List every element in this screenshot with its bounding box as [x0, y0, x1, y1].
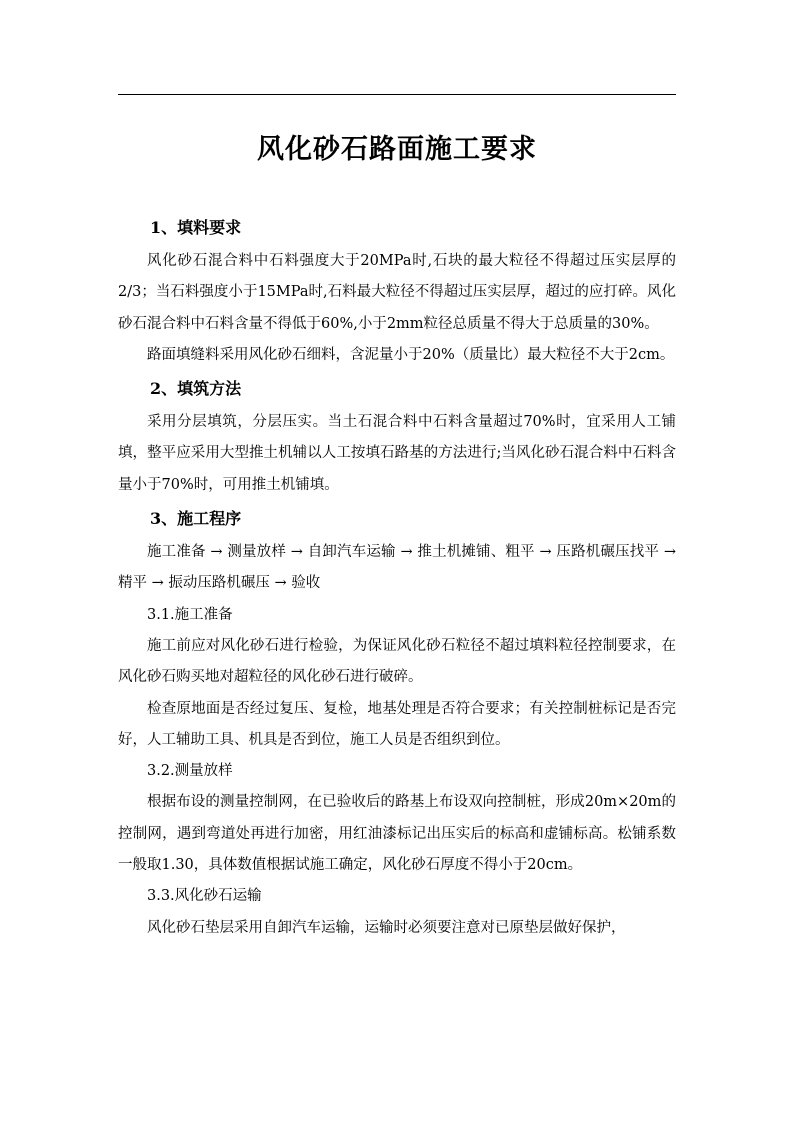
paragraph-preparation-check: 检查原地面是否经过复压、复检，地基处理是否符合要求；有关控制桩标记是否完好，人工辅助工具、机具是否到位，施工人员是否组织到位。: [118, 700, 676, 748]
document-body: [118, 210, 676, 944]
paragraph-preparation-inspection: 施工前应对风化砂石进行检验，为保证风化砂石粒径不超过填料粒径控制要求，在风化砂石购买地对超粒径的风化砂石进行破碎。: [118, 637, 676, 686]
document-title: 风化砂石路面施工要求: [257, 134, 537, 165]
paragraph-filling-method: 采用分层填筑，分层压实。当土石混合料中石料含量超过70%时，宜采用人工铺填，整平应采用大型推土机辅以人工按填石路基的方法进行;当风化砂石混合料中石料含量小于70%时，可用推土机铺填。: [118, 414, 676, 493]
paragraph-survey: 根据布设的测量控制网，在已验收后的路基上布设双向控制桩，形成20m×20m的控制网，遇到弯道处再进行加密，用红油漆标记出压实后的标高和虚铺标高。松铺系数一般取1.30，具体数值根据试施工确定，风化砂石厚度不得小于20cm。: [118, 794, 676, 874]
section-heading-fill-material: 1、填料要求: [150, 218, 242, 237]
subsection-heading-survey: 3.2.测量放样: [147, 763, 233, 780]
section-heading-filling-method: 2、填筑方法: [150, 379, 242, 399]
section-heading-construction-procedure: 3、施工程序: [150, 509, 242, 529]
subsection-heading-transport: 3.3.风化砂石运输: [147, 888, 262, 905]
subsection-heading-preparation: 3.1.施工准备: [147, 606, 233, 623]
paragraph-joint-filler: 路面填缝料采用风化砂石细料，含泥量小于20%（质量比）最大粒径不大于2cm。: [147, 346, 675, 363]
paragraph-procedure-flow: 施工准备 → 测量放样 → 自卸汽车运输 → 推土机摊铺、粗平 → 压路机碾压找平 → 精平 → 振动压路机碾压 → 验收: [118, 544, 676, 592]
paragraph-fill-material-strength: 风化砂石混合料中石料强度大于20MPa时,石块的最大粒径不得超过压实层厚的2/3；当石料强度小于15MPa时,石料最大粒径不得超过压实层厚，超过的应打碎。风化砂石混合料中石料含量不得低于60%,小于2mm粒径总质量不得大于总质量的30%。: [118, 253, 676, 332]
paragraph-transport: 风化砂石垫层采用自卸汽车运输，运输时必须要注意对已原垫层做好保护，: [147, 919, 626, 936]
header-rule: [118, 94, 676, 95]
